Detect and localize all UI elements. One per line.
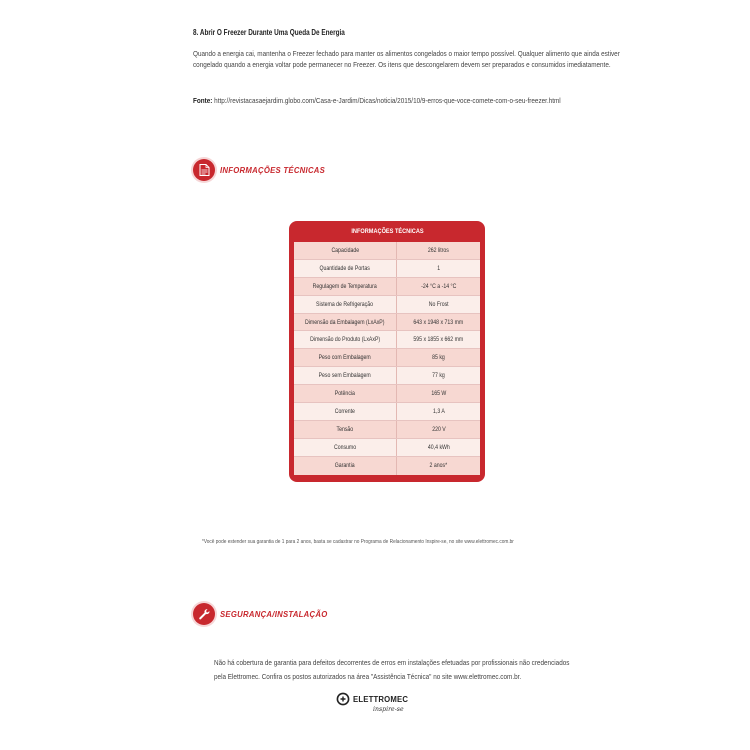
- spec-value: 262 litros: [427, 246, 450, 254]
- spec-label: Quantidade de Portas: [294, 260, 397, 277]
- table-row: [294, 314, 480, 332]
- source-label: Fonte:: [193, 96, 213, 105]
- wrench-icon: [193, 603, 215, 625]
- spec-value: -24 °C a -14 °C: [420, 282, 457, 290]
- logo-name: ELETTROMEC: [353, 694, 409, 704]
- spec-label: Consumo: [294, 439, 397, 456]
- spec-label: Dimensão da Embalagem (LxAxP): [294, 314, 397, 331]
- table-row: [294, 278, 480, 296]
- table-row: [294, 296, 480, 314]
- spec-label: Dimensão do Produto (LxAxP): [294, 331, 397, 348]
- source-line: [193, 96, 623, 107]
- spec-label: Tensão: [294, 421, 397, 438]
- table-row: [294, 242, 480, 260]
- spec-value: 595 x 1855 x 662 mm: [413, 336, 464, 344]
- table-row: [294, 403, 480, 421]
- table-row: [294, 367, 480, 385]
- safety-section-header: [193, 603, 339, 625]
- spec-value: 165 W: [431, 390, 446, 398]
- spec-label: Potência: [294, 385, 397, 402]
- warranty-footnote: *Você pode estender sua garantia de 1 para 2 anos, basta se cadastrar no Programa de Relacionamento Inspire-se, no site www.elettromec.com.br: [202, 539, 514, 545]
- spec-value: 85 kg: [432, 354, 445, 362]
- spec-value: 40,4 kWh: [427, 443, 450, 451]
- table-row: [294, 260, 480, 278]
- spec-value: 77 kg: [432, 372, 445, 380]
- spec-label: Regulagem de Temperatura: [294, 278, 397, 295]
- spec-value: 1: [437, 264, 440, 272]
- spec-table-header: INFORMAÇÕES TÉCNICAS: [350, 228, 424, 235]
- table-row: [294, 439, 480, 457]
- spec-table: [289, 221, 485, 482]
- spec-label: Corrente: [294, 403, 397, 420]
- spec-label: Peso com Embalagem: [294, 349, 397, 366]
- spec-label: Sistema de Refrigeração: [294, 296, 397, 313]
- spec-value: 220 V: [431, 425, 446, 433]
- tip-body: Quando a energia cai, mantenha o Freezer fechado para manter os alimentos congelados o maior tempo possível. Qualquer alimento que ainda estiver congelado quando a energia voltar pode permanecer no Freezer. Os itens que descongelarem devem ser preparados e consumidos imediatamente.: [193, 49, 620, 69]
- safety-section-title: SEGURANÇA/INSTALAÇÃO: [220, 609, 328, 619]
- spec-value: 2 anos*: [429, 462, 448, 470]
- logo-tagline: inspire-se: [373, 706, 404, 713]
- spec-table-rows: [294, 242, 480, 475]
- tech-section-header: [193, 159, 337, 181]
- elettromec-logo: [336, 692, 414, 706]
- table-row: [294, 457, 480, 475]
- source-link[interactable]: http://revistacasaejardim.globo.com/Casa-e-Jardim/Dicas/noticia/2015/10/9-erros-que-voce-comete-com-o-seu-freezer.html: [212, 96, 561, 105]
- tech-section-title: INFORMAÇÕES TÉCNICAS: [220, 165, 326, 175]
- spec-value: 1,3 A: [432, 407, 445, 415]
- table-row: [294, 331, 480, 349]
- table-row: [294, 349, 480, 367]
- elettromec-logo-icon: [336, 692, 350, 706]
- spec-label: Garantia: [294, 457, 397, 475]
- table-row: [294, 385, 480, 403]
- safety-text: Não há cobertura de garantia para defeitos decorrentes de erros em instalações efetuadas por profissionais não credenciados pela Elettromec. Confira os postos autorizados na área "Assistência Técnica" no site www.elettromec.com.br.: [214, 658, 570, 681]
- spec-value: No Frost: [428, 300, 449, 308]
- spec-label: Peso sem Embalagem: [294, 367, 397, 384]
- spec-label: Capacidade: [294, 242, 397, 259]
- spec-value: 643 x 1948 x 713 mm: [413, 318, 464, 326]
- tip-heading: 8. Abrir O Freezer Durante Uma Queda De Energia: [193, 28, 345, 37]
- document-icon: [193, 159, 215, 181]
- table-row: [294, 421, 480, 439]
